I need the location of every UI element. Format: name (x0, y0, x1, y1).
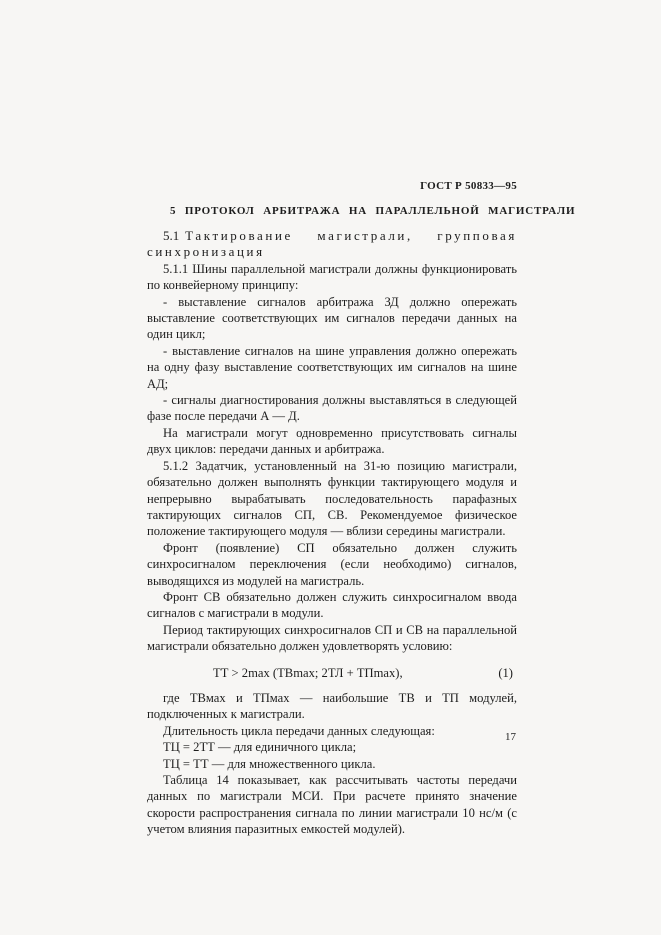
document-body (147, 228, 517, 838)
subsection-number: 5.1 (163, 228, 180, 243)
subsection-word: Тактирование (185, 228, 293, 243)
subsection-word: магистрали, (317, 228, 413, 243)
paragraph: Фронт СВ обязательно должен служить синхросигналом ввода сигналов с магистрали в модули. (147, 589, 517, 621)
paragraph: где ТВмах и ТПмах — наибольшие ТВ и ТП модулей, подключенных к магистрали. (147, 690, 517, 722)
document-header: ГОСТ Р 50833—95 (420, 180, 517, 192)
formula (147, 665, 517, 681)
section-title: 5 ПРОТОКОЛ АРБИТРАЖА НА ПАРАЛЛЕЛЬНОЙ МАГИСТРАЛИ (170, 205, 576, 217)
paragraph: ТЦ = ТТ — для множественного цикла. (163, 756, 376, 771)
paragraph: Период тактирующих синхросигналов СП и СВ на параллельной магистрали обязательно должен удовлетворять условию: (147, 622, 517, 654)
paragraph: ТЦ = 2ТТ — для единичного цикла; (163, 740, 357, 755)
paragraph: 5.1.2 Задатчик, установленный на 31-ю позицию магистрали, обязательно должен выполнять функции тактирующего модуля и непрерывно вырабатывать последовательность парафазных тактирующих сигналов СП, СВ. Рекомендуемое физическое положение тактирующего модуля — вблизи середины магистрали. (147, 458, 517, 539)
list-item: - выставление сигналов арбитража ЗД должно опережать выставление соответствующих им сигналов передачи данных на один цикл; (147, 294, 517, 342)
list-item: - сигналы диагностирования должны выставляться в следующей фазе после передачи А — Д. (147, 393, 517, 424)
paragraph: 5.1.1 Шины параллельной магистрали должны функционировать по конвейерному принципу: (147, 261, 517, 293)
paragraph: На магистрали могут одновременно присутствовать сигналы двух циклов: передачи данных и арбитража. (147, 425, 517, 457)
paragraph: Таблица 14 показывает, как рассчитывать частоты передачи данных по магистрали МСИ. При расчете принято значение скорости распространения сигнала по линии магистрали 10 нс/м (с учетом влияния паразитных емкостей модулей). (147, 773, 517, 837)
formula-expression: ТТ > 2max (ТВmax; 2ТЛ + ТПmax), (213, 665, 403, 680)
subsection-word: синхронизация (147, 244, 265, 260)
formula-number: (1) (498, 665, 513, 680)
subsection-heading (147, 228, 517, 244)
subsection-word: групповая (437, 228, 517, 243)
paragraph: Длительность цикла передачи данных следующая: (163, 723, 435, 738)
list-item: - выставление сигналов на шине управления должно опережать на одну фазу выставление соответствующих им сигналов на шине АД; (147, 343, 517, 391)
page-number: 17 (505, 731, 516, 743)
paragraph: Фронт (появление) СП обязательно должен служить синхросигналом переключения (если необходимо) сигналов, выводящихся из модулей на магистраль. (147, 540, 517, 588)
